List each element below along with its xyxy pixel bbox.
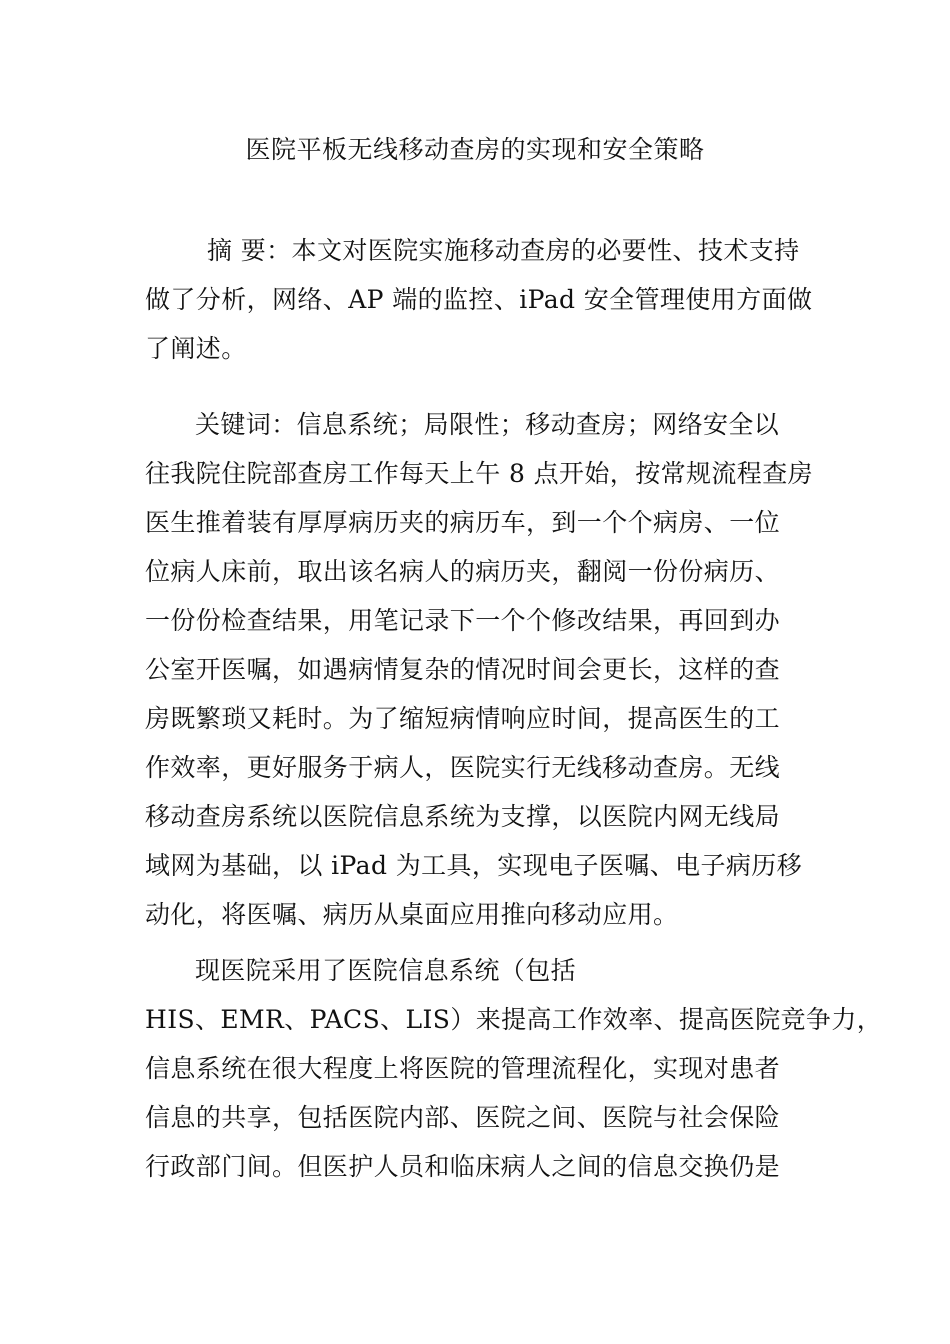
abstract-line: 做了分析，网络、AP 端的监控、iPad 安全管理使用方面做 (145, 285, 813, 314)
body-line: 公室开医嘱，如遇病情复杂的情况时间会更长，这样的查 (145, 655, 781, 684)
body-line: 信息的共享，包括医院内部、医院之间、医院与社会保险 (145, 1103, 781, 1132)
abstract-line: 了阐述。 (145, 334, 247, 363)
body-line: 行政部门间。但医护人员和临床病人之间的信息交换仍是 (145, 1152, 781, 1181)
body-paragraph-2 (145, 946, 883, 1191)
body-line: 信息系统在很大程度上将医院的管理流程化，实现对患者 (145, 1054, 781, 1083)
body-line: 现医院采用了医院信息系统（包括 (195, 956, 577, 985)
body-line: HIS、EMR、PACS、LIS）来提高工作效率、提高医院竞争力， (145, 1005, 883, 1034)
body-line: 作效率，更好服务于病人，医院实行无线移动查房。无线 (145, 753, 781, 782)
keywords-paragraph (145, 400, 815, 939)
body-line: 房既繁琐又耗时。为了缩短病情响应时间，提高医生的工 (145, 704, 781, 733)
body-line: 往我院住院部查房工作每天上午 8 点开始，按常规流程查房 (145, 459, 814, 488)
body-line: 域网为基础，以 iPad 为工具，实现电子医嘱、电子病历移 (145, 851, 803, 880)
keywords-line: 关键词：信息系统；局限性；移动查房；网络安全以 (195, 410, 780, 439)
body-line: 位病人床前，取出该名病人的病历夹，翻阅一份份病历、 (145, 557, 781, 586)
body-line: 一份份检查结果，用笔记录下一个个修改结果，再回到办 (145, 606, 781, 635)
abstract-paragraph (145, 226, 815, 373)
document-title: 医院平板无线移动查房的实现和安全策略 (245, 135, 705, 164)
body-line: 医生推着装有厚厚病历夹的病历车，到一个个病房、一位 (145, 508, 781, 537)
body-line: 动化，将医嘱、病历从桌面应用推向移动应用。 (145, 900, 679, 929)
body-line: 移动查房系统以医院信息系统为支撑，以医院内网无线局 (145, 802, 781, 831)
abstract-line: 摘 要：本文对医院实施移动查房的必要性、技术支持 (207, 236, 800, 265)
